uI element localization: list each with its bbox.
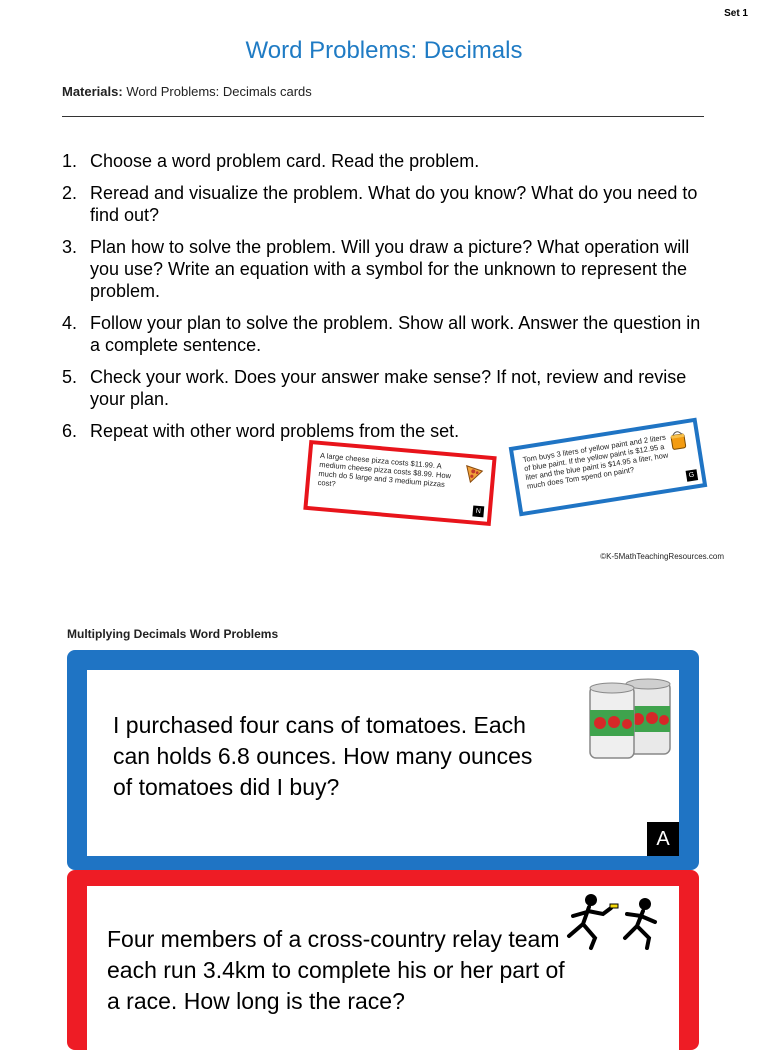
step-item xyxy=(62,182,712,226)
tomato-cans-icon xyxy=(584,676,680,767)
step-number: 4. xyxy=(62,313,78,333)
step-number: 1. xyxy=(62,151,78,171)
step-item xyxy=(62,312,712,356)
copyright: ©K-5MathTeachingResources.com xyxy=(600,552,724,561)
step-item xyxy=(62,236,712,302)
problem-card-a xyxy=(67,650,699,870)
card-letter: A xyxy=(647,822,679,856)
materials-line xyxy=(62,84,312,99)
sample-card-text: A large cheese pizza costs $11.99. A medium cheese pizza costs $8.99. How much do 5 large and 3 medium pizzas cost? xyxy=(317,450,452,489)
step-text: Repeat with other word problems from the set. xyxy=(90,421,460,441)
step-number: 5. xyxy=(62,367,78,387)
card-letter: G xyxy=(685,469,698,482)
card-body xyxy=(87,886,679,1060)
step-text: Choose a word problem card. Read the problem. xyxy=(90,151,480,171)
sample-card-n xyxy=(303,440,496,526)
problem-card-b xyxy=(67,870,699,1050)
section-title: Multiplying Decimals Word Problems xyxy=(67,627,279,641)
step-text: Plan how to solve the problem. Will you draw a picture? What operation will you use? Write an equation with a symbol for the unknown to represent the problem. xyxy=(90,237,690,301)
paint-can-icon xyxy=(666,427,691,454)
runners-icon xyxy=(561,892,671,957)
step-number: 2. xyxy=(62,183,78,203)
card-letter: N xyxy=(472,505,484,517)
step-item xyxy=(62,150,712,172)
steps-list xyxy=(62,150,712,452)
sample-card-text: Tom buys 3 liters of yellow paint and 2 liters of blue paint. If the yellow paint is $12.95 a liter and the blue paint is $14.95 a liter, how much does Tom spend on paint? xyxy=(522,432,669,491)
step-number: 3. xyxy=(62,237,78,257)
step-number: 6. xyxy=(62,421,78,441)
step-text: Follow your plan to solve the problem. Show all work. Answer the question in a complete sentence. xyxy=(90,313,701,355)
step-text: Reread and visualize the problem. What do you know? What do you need to find out? xyxy=(90,183,698,225)
pizza-icon xyxy=(462,462,486,488)
step-text: Check your work. Does your answer make sense? If not, review and revise your plan. xyxy=(90,367,687,409)
materials-label: Materials: xyxy=(62,84,123,99)
page-title: Word Problems: Decimals xyxy=(245,37,523,64)
materials-value: Word Problems: Decimals cards xyxy=(126,84,312,99)
card-body xyxy=(87,670,679,856)
step-item xyxy=(62,366,712,410)
problem-text: I purchased four cans of tomatoes. Each can holds 6.8 ounces. How many ounces of tomatoes did I buy? xyxy=(113,712,533,800)
set-label: Set 1 xyxy=(724,8,748,19)
divider xyxy=(62,116,704,117)
problem-text: Four members of a cross-country relay team each run 3.4km to complete his or her part of a race. How long is the race? xyxy=(107,926,565,1014)
